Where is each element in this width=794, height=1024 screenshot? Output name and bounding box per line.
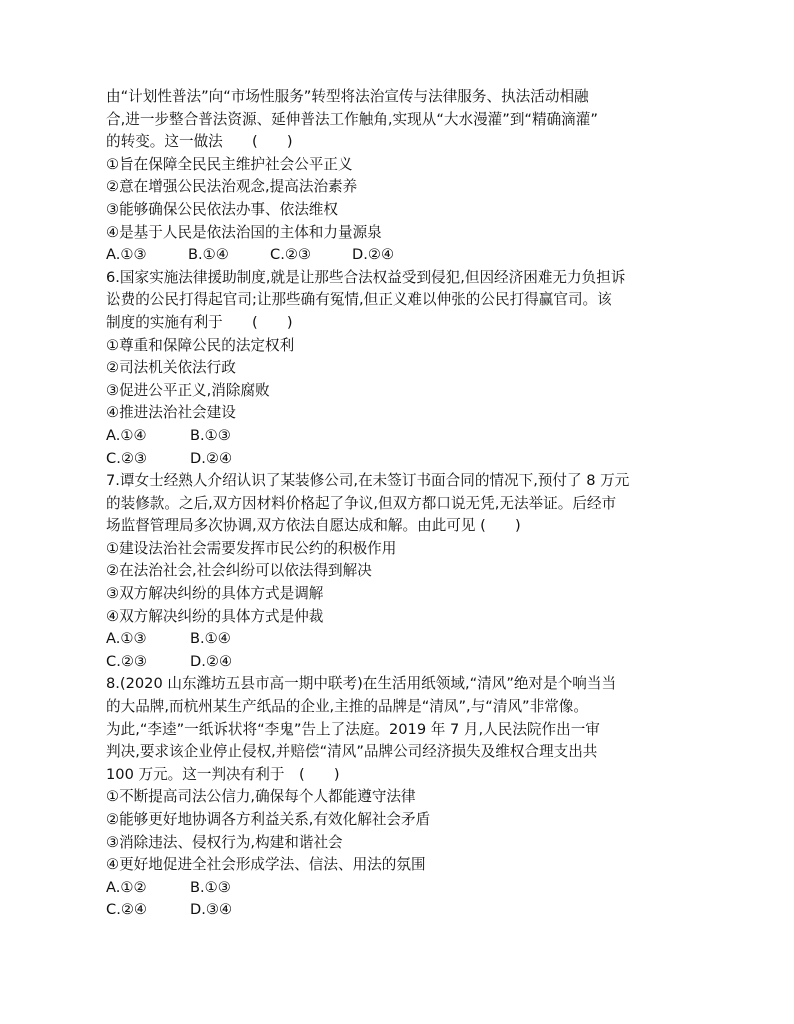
question-7 [106,470,696,673]
question-6-statement-2: ②司法机关依法行政 [106,359,236,377]
question-5-statement-4: ④是基于人民是依法治国的主体和力量源泉 [106,223,382,241]
question-6-stem-line-1: 6.国家实施法律援助制度,就是让那些合法权益受到侵犯,但因经济困难无力负担诉 [106,268,626,286]
question-8-option-c: C.②④ [106,901,147,919]
question-8-stem-line-1: 8.(2020 山东潍坊五县市高一期中联考)在生活用纸领域,“清风”绝对是个响当当 [106,675,617,693]
question-8-statement-3: ③消除违法、侵权行为,构建和谐社会 [106,833,343,851]
question-6-stem-line-3: 制度的实施有利于 ( ) [106,313,293,331]
question-6-options-row-1 [106,425,696,448]
question-6-statement-1: ①尊重和保障公民的法定权利 [106,336,295,354]
question-5-option-c: C.②③ [270,246,311,264]
question-7-stem-line-1: 7.谭女士经熟人介绍认识了某装修公司,在未签订书面合同的情况下,预付了 8 万元 [106,472,630,490]
question-5-statement-1: ①旨在保障全民民主维护社会公平正义 [106,155,353,173]
question-6-option-d: D.②④ [190,449,233,467]
question-6-options-row-2 [106,448,696,471]
question-7-option-c: C.②③ [106,652,147,670]
question-7-stem-line-3: 场监督管理局多次协调,双方依法自愿达成和解。由此可见 ( ) [106,517,521,535]
question-8-options-row-2 [106,899,696,922]
question-7-statement-3: ③双方解决纠纷的具体方式是调解 [106,585,324,603]
question-6-option-c: C.②③ [106,449,147,467]
question-7-statement-1: ①建设法治社会需要发挥市民公约的积极作用 [106,539,397,557]
question-8-statement-1: ①不断提高司法公信力,确保每个人都能遵守法律 [106,788,416,806]
question-5-option-b: B.①④ [188,246,229,264]
question-8-stem-line-2: 的大品牌,而杭州某生产纸品的企业,主推的品牌是“清凤”,与“清风”非常像。 [106,698,588,716]
question-6-statement-4: ④推进法治社会建设 [106,404,236,422]
question-8-stem-line-5: 100 万元。这一判决有利于 ( ) [106,765,340,783]
question-7-stem-line-2: 的装修款。之后,双方因材料价格起了争议,但双方都口说无凭,无法举证。后经市 [106,494,617,512]
question-6-option-b: B.①③ [190,426,231,444]
question-7-options-row-2 [106,651,696,674]
question-8-options-row-1 [106,877,696,900]
question-8-option-b: B.①③ [190,878,231,896]
question-7-option-d: D.②④ [190,652,233,670]
question-8-statement-4: ④更好地促进全社会形成学法、信法、用法的氛围 [106,856,426,874]
question-8-option-a: A.①② [106,878,147,896]
question-5-stem-line-1: 由“计划性普法”向“市场性服务”转型将法治宣传与法律服务、执法活动相融 [106,88,589,105]
question-5-statement-2: ②意在增强公民法治观念,提高法治素养 [106,178,358,196]
question-7-options-row-1 [106,628,696,651]
question-8 [106,673,696,922]
question-6 [106,267,696,470]
question-7-statement-2: ②在法治社会,社会纠纷可以依法得到解决 [106,562,372,580]
question-8-option-d: D.③④ [190,901,233,919]
question-7-option-b: B.①④ [190,630,231,648]
question-6-stem-line-2: 讼费的公民打得起官司;让那些确有冤情,但正义难以伸张的公民打得赢官司。该 [106,291,612,309]
question-7-option-a: A.①③ [106,630,147,648]
question-5-stem-line-3: 的转变。这一做法 ( ) [106,133,293,151]
question-5-statement-3: ③能够确保公民依法办事、依法维权 [106,200,338,218]
question-5-stem-line-2: 合,进一步整合普法资源、延伸普法工作触角,实现从“大水漫灌”到“精确滴灌” [106,110,598,128]
question-5-option-a: A.①③ [106,246,147,264]
document-page [106,86,696,922]
question-7-statement-4: ④双方解决纠纷的具体方式是仲裁 [106,607,324,625]
question-6-statement-3: ③促进公平正义,消除腐败 [106,381,270,399]
question-5-option-d: D.②④ [352,246,395,264]
question-5-options [106,244,696,267]
question-8-statement-2: ②能够更好地协调各方利益关系,有效化解社会矛盾 [106,811,431,828]
question-8-stem-line-4: 判决,要求该企业停止侵权,并赔偿“清风”品牌公司经济损失及维权合理支出共 [106,743,598,761]
question-5 [106,86,696,267]
question-8-stem-line-3: 为此,“李逵”一纸诉状将“李鬼”告上了法庭。2019 年 7 月,人民法院作出一审 [106,720,600,738]
question-6-option-a: A.①④ [106,426,147,444]
